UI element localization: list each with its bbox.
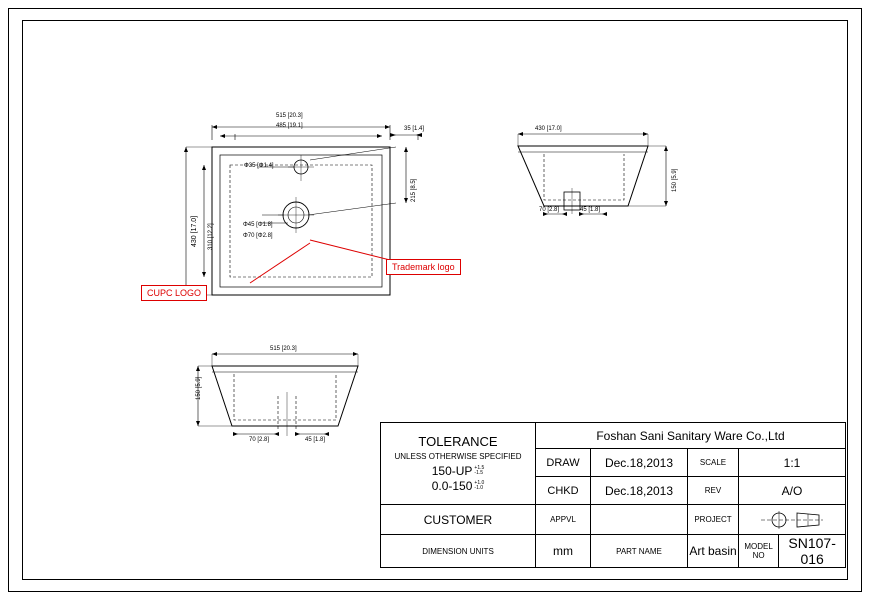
company-name: Foshan Sani Sanitary Ware Co.,Ltd — [536, 423, 846, 449]
chkd-label: CHKD — [536, 477, 591, 505]
dim-side-left-offset: 70 [2.8] — [539, 207, 560, 213]
project-label: PROJECT — [688, 505, 739, 535]
dim-front-width: 515 [20.3] — [270, 346, 297, 352]
dim-front-left-offset: 70 [2.8] — [249, 437, 270, 443]
draw-value: Dec.18,2013 — [591, 449, 688, 477]
model-no-label: MODEL NO — [739, 535, 779, 568]
appvl-value — [591, 505, 688, 535]
cupc-logo-callout: CUPC LOGO — [141, 285, 207, 301]
tolerance-header: TOLERANCE — [418, 434, 498, 449]
dim-drain-hole-outer: Φ70 [Φ2.8] — [243, 233, 273, 239]
tolerance-row1-sup: +1.5 -1.5 — [474, 465, 485, 476]
dim-side-right-offset: 45 [1.8] — [580, 207, 601, 213]
dim-side-width: 430 [17.0] — [535, 126, 562, 132]
tolerance-row1: 150-UP — [431, 464, 473, 478]
dim-rear-offset: 215 [8.5] — [411, 178, 417, 202]
tolerance-note: UNLESS OTHERWISE SPECIFIED — [394, 452, 522, 461]
dim-front-height: 150 [5.9] — [196, 376, 202, 400]
dim-inner-depth: 310 [12.2] — [208, 223, 214, 250]
dim-tap-hole: Φ35 [Φ1.4] — [244, 163, 274, 169]
projection-symbol-cell — [739, 505, 846, 535]
dim-side-height: 150 [5.9] — [672, 168, 678, 192]
dim-rim-offset: 35 [1.4] — [404, 126, 425, 132]
model-no-value: SN107-016 — [779, 535, 846, 568]
tolerance-row2: 0.0-150 — [431, 479, 473, 493]
title-block — [380, 422, 846, 568]
dim-inner-width: 485 [19.1] — [276, 123, 303, 129]
dim-front-right-offset: 45 [1.8] — [305, 437, 326, 443]
dim-overall-width: 515 [20.3] — [276, 113, 303, 119]
rev-label: REV — [688, 477, 739, 505]
part-name-label: PART NAME — [591, 535, 688, 568]
tolerance-row2-sup: +1.0 -1.0 — [474, 480, 485, 491]
rev-value: A/O — [739, 477, 846, 505]
draw-label: DRAW — [536, 449, 591, 477]
dim-drain-hole-inner: Φ45 [Φ1.8] — [243, 222, 273, 228]
scale-value: 1:1 — [739, 449, 846, 477]
trademark-logo-callout: Trademark logo — [386, 259, 461, 275]
appvl-label: APPVL — [536, 505, 591, 535]
dimension-units-label: DIMENSION UNITS — [381, 535, 536, 568]
customer-label: CUSTOMER — [381, 505, 536, 535]
dim-overall-depth: 430 [17.0] — [191, 215, 198, 247]
part-name-value: Art basin — [688, 535, 739, 568]
dimension-units-value: mm — [536, 535, 591, 568]
chkd-value: Dec.18,2013 — [591, 477, 688, 505]
scale-label: SCALE — [688, 449, 739, 477]
